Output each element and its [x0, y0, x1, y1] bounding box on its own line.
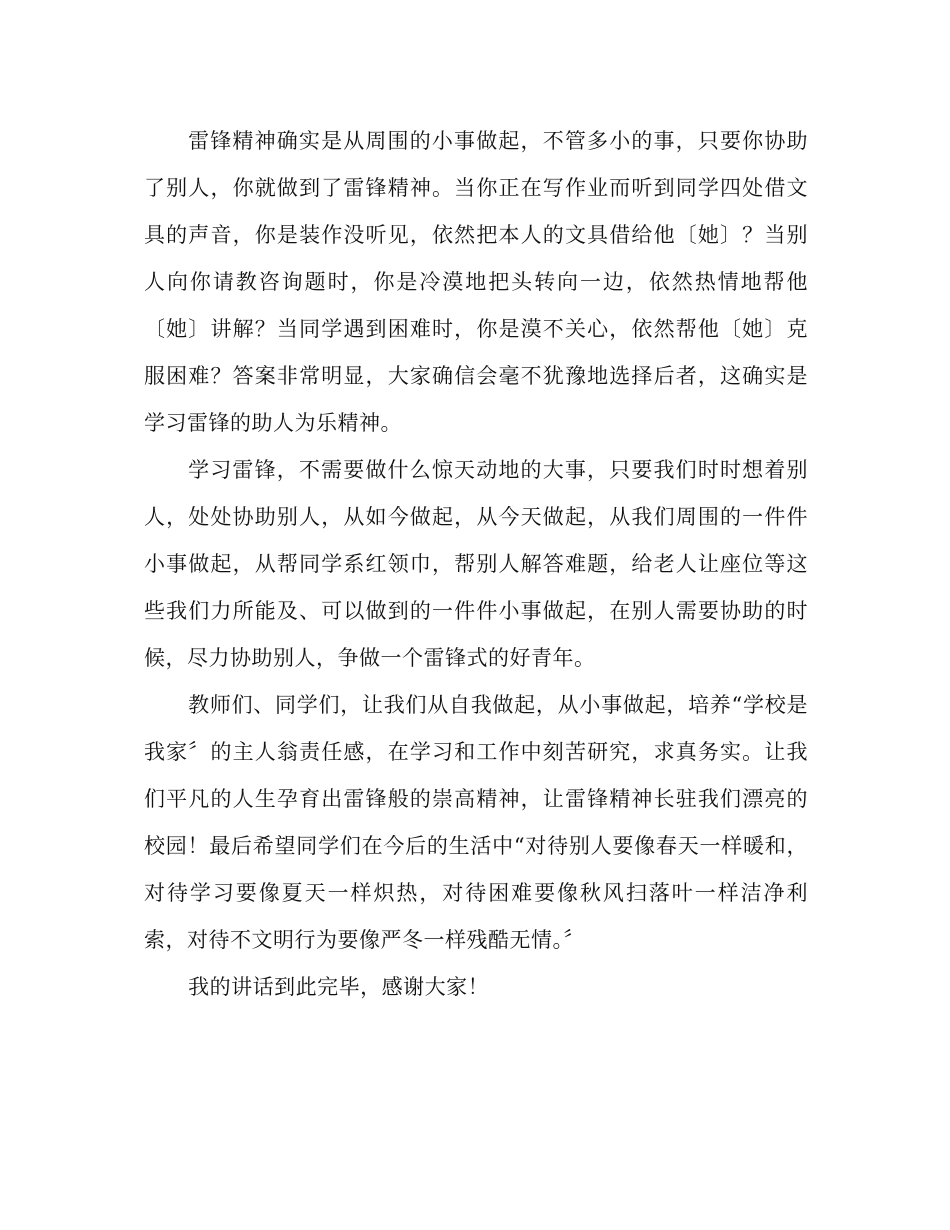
paragraph-1: 雷锋精神确实是从周围的小事做起，不管多小的事，只要你协助了别人，你就做到了雷锋精神。当你正在写作业而听到同学四处借文具的声音，你是装作没听见，依然把本人的文具借给他〔她〕？当别人向你请教咨询题时，你是冷漠地把头转向一边，依然热情地帮他〔她〕讲解？当同学遇到困难时，你是漠不关心，依然帮他〔她〕克服困难？答案非常明显，大家确信会毫不犹豫地选择后者，这确实是学习雷锋的助人为乐精神。 — [144, 129, 808, 435]
paragraph-3: 教师们、同学们，让我们从自我做起，从小事做起，培养“学校是我家〞的主人翁责任感，在学习和工作中刻苦研究，求真务实。让我们平凡的人生孕育出雷锋般的崇高精神，让雷锋精神长驻我们漂亮的校园！最后希望同学们在今后的生活中“对待别人要像春天一样暖和，对待学习要像夏天一样炽热，对待困难要像秋风扫落叶一样洁净利索，对待不文明行为要像严冬一样残酷无情。〞 — [144, 693, 808, 952]
paragraph-closing: 我的讲话到此完毕，感谢大家！ — [188, 975, 490, 999]
paragraph-2: 学习雷锋，不需要做什么惊天动地的大事，只要我们时时想着别人，处处协助别人，从如今做起，从今天做起，从我们周围的一件件小事做起，从帮同学系红领巾，帮别人解答难题，给老人让座位等这些我们力所能及、可以做到的一件件小事做起，在别人需要协助的时候，尽力协助别人，争做一个雷锋式的好青年。 — [144, 458, 808, 670]
document-body — [144, 118, 808, 1011]
